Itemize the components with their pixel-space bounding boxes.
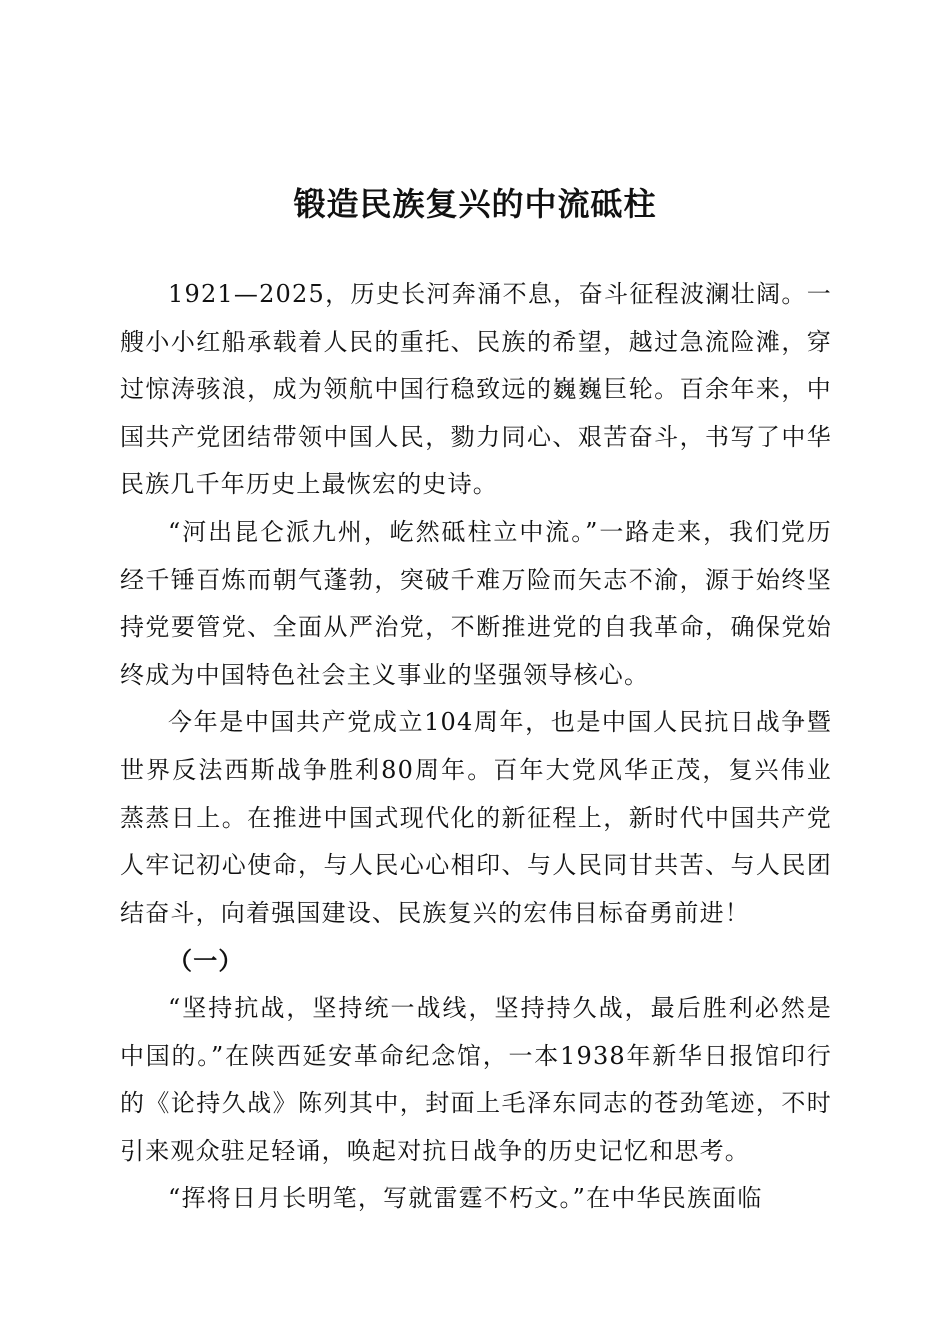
body-paragraph-3: 今年是中国共产党成立104周年，也是中国人民抗日战争暨世界反法西斯战争胜利80周年。百年大党风华正茂，复兴伟业蒸蒸日上。在推进中国式现代化的新征程上，新时代中国共产党人牢记初心使命，与人民心心相印、与人民同甘共苦、与人民团结奋斗，向着强国建设、民族复兴的宏伟目标奋勇前进！ [120,708,832,927]
section-paragraph-1: “坚持抗战，坚持统一战线，坚持持久战，最后胜利必然是中国的。”在陕西延安革命纪念馆，一本1938年新华日报馆印行的《论持久战》陈列其中，封面上毛泽东同志的苍劲笔迹，不时引来观众驻足轻诵，唤起对抗日战争的历史记忆和思考。 [120,993,832,1165]
body-paragraph-1: 1921—2025，历史长河奔涌不息，奋斗征程波澜壮阔。一艘小小红船承载着人民的重托、民族的希望，越过急流险滩，穿过惊涛骇浪，成为领航中国行稳致远的巍巍巨轮。百余年来，中国共产党团结带领中国人民，勠力同心、艰苦奋斗，书写了中华民族几千年历史上最恢宏的史诗。 [120,280,832,499]
section-paragraph-2: “挥将日月长明笔，写就雷霆不朽文。”在中华民族面临 [168,1184,763,1213]
section-heading: （一） [168,946,244,976]
document-title: 锻造民族复兴的中流砥柱 [293,185,657,223]
body-paragraph-2: “河出昆仑派九州，屹然砥柱立中流。”一路走来，我们党历经千锤百炼而朝气蓬勃，突破千难万险而矢志不渝，源于始终坚持党要管党、全面从严治党，不断推进党的自我革命，确保党始终成为中国特色社会主义事业的坚强领导核心。 [120,517,832,689]
document-body [120,271,832,1223]
